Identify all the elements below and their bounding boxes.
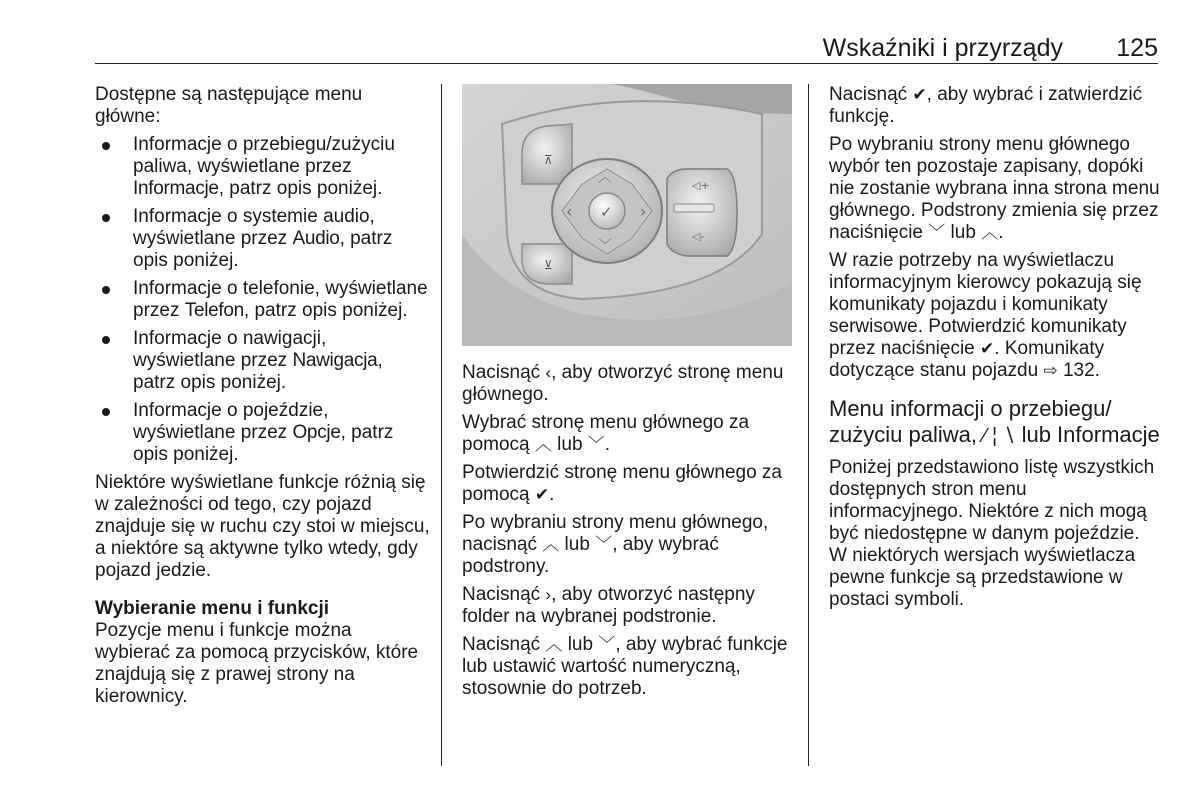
column-right	[829, 84, 1161, 617]
bullet-icon	[102, 286, 110, 294]
menu-name: Telefon	[184, 300, 244, 321]
paragraph-saved-page: Po wybraniu strony menu głównego wybór ten pozostaje zapisany, dopóki nie zostanie wybrana inna strona menu głównego. Podstrony zmienia się przez naciśnięcie ﹀ lub ︿.	[829, 134, 1160, 243]
list-item: Informacje o pojeździe, wyświetlane przez Opcje, patrz opis poniżej.	[95, 400, 430, 466]
menu-name: Audio	[292, 228, 340, 249]
right-arrow-icon: ›	[545, 585, 552, 604]
svg-text:◁-: ◁-	[692, 230, 705, 243]
column-middle	[462, 84, 792, 706]
svg-text:⊼: ⊼	[544, 153, 553, 167]
list-item: Informacje o telefonie, wyświetlane przez Telefon, patrz opis poniżej.	[95, 278, 430, 322]
intro-paragraph: Dostępne są następujące menu główne:	[95, 84, 363, 127]
left-arrow-icon: ‹	[545, 363, 552, 382]
up-arrow-icon: ︿	[981, 223, 999, 242]
svg-text:⊻: ⊻	[544, 258, 553, 272]
bullet-icon	[102, 336, 110, 344]
svg-text:✓: ✓	[600, 203, 613, 221]
page-reference: 132	[1062, 360, 1095, 381]
menu-name: Nawigacja	[292, 350, 378, 371]
up-arrow-icon: ︿	[534, 435, 552, 454]
bullet-icon	[102, 214, 110, 222]
page-header	[95, 30, 1158, 64]
instruction-select-page: Wybrać stronę menu głównego za pomocą ︿ lub ﹀.	[462, 412, 750, 455]
check-icon: ✔	[534, 485, 550, 504]
section-text: Poniżej przedstawiono listę wszystkich dostępnych stron menu informacyjnego. Niektóre z nich mogą być niedostępne w danym pojeździe. W niektórych wersjach wyświetlacza pewne funkcje są przedstawione w postaci symboli.	[829, 457, 1155, 610]
chapter-title: Wskaźniki i przyrządy	[822, 34, 1063, 62]
column-left	[95, 84, 430, 714]
instruction-confirm-function: Nacisnąć ✔, aby wybrać i zatwierdzić funkcję.	[829, 84, 1143, 127]
bullet-icon	[102, 408, 110, 416]
down-arrow-icon: ﹀	[595, 535, 613, 554]
paragraph-vehicle-messages: W razie potrzeby na wyświetlaczu informacyjnym kierowcy pokazują się komunikaty pojazdu i komunikaty serwisowe. Potwierdzić komunikaty przez naciśnięcie ✔. Komunikaty dotyczące stanu pojazdu ⇨ 132.	[829, 250, 1142, 381]
down-arrow-icon: ﹀	[928, 223, 946, 242]
up-arrow-icon: ︿	[542, 535, 560, 554]
svg-text:︿: ︿	[598, 170, 612, 186]
instruction-confirm-page: Potwierdzić stronę menu głównego za pomocą ✔.	[462, 462, 783, 505]
down-arrow-icon: ﹀	[598, 635, 616, 654]
steering-wheel-controls-illustration	[462, 84, 792, 346]
note-paragraph: Niektóre wyświetlane funkcje różnią się w zależności od tego, czy pojazd znajduje się w ruchu czy stoi w miejscu, a niektóre są aktywne tylko wtedy, gdy pojazd jedzie.	[95, 472, 430, 581]
page-number: 125	[1116, 34, 1158, 62]
check-icon: ✔	[912, 85, 927, 104]
down-arrow-icon: ﹀	[587, 435, 605, 454]
bullet-icon	[102, 142, 110, 150]
menu-list	[95, 134, 430, 466]
header-rule	[95, 63, 1158, 64]
column-divider	[808, 84, 809, 766]
svg-text:‹: ‹	[566, 202, 573, 221]
menu-name: Opcje	[292, 422, 341, 443]
svg-text:›: ›	[640, 202, 647, 221]
svg-text:◁+: ◁+	[692, 179, 710, 192]
list-item: Informacje o systemie audio, wyświetlane przez Audio, patrz opis poniżej.	[95, 206, 430, 272]
column-divider	[441, 84, 442, 766]
instruction-open-menu: Nacisnąć ‹, aby otworzyć stronę menu głównego.	[462, 362, 784, 405]
page-reference-icon: ⇨	[1043, 361, 1058, 380]
instruction-open-folder: Nacisnąć ›, aby otworzyć następny folder na wybranej podstronie.	[462, 584, 755, 627]
list-item: Informacje o przebiegu/zużyciu paliwa, wyświetlane przez Informacje, patrz opis poniżej.	[95, 134, 430, 200]
fuel-info-icons: ⁄ ¦ ∖	[983, 425, 1016, 447]
section-text: Pozycje menu i funkcje można wybierać za pomocą przycisków, które znajdują się z prawej strony na kierownicy.	[95, 620, 419, 707]
instruction-select-function: Nacisnąć ︿ lub ﹀, aby wybrać funkcje lub ustawić wartość numeryczną, stosownie do potrzeb.	[462, 634, 788, 699]
list-item: Informacje o nawigacji, wyświetlane przez Nawigacja, patrz opis poniżej.	[95, 328, 430, 394]
check-icon: ✔	[980, 339, 995, 358]
up-arrow-icon: ︿	[545, 635, 563, 654]
menu-name: Informacje	[133, 178, 219, 199]
instruction-select-subpage: Po wybraniu strony menu głównego, nacisnąć ︿ lub ﹀, aby wybrać podstrony.	[462, 512, 769, 577]
section-subheading: Wybieranie menu i funkcji	[95, 598, 330, 619]
svg-text:﹀: ﹀	[598, 238, 612, 254]
section-heading: Menu informacji o przebiegu/ zużyciu paliwa, ⁄ ¦ ∖ lub Informacje	[829, 396, 1160, 447]
